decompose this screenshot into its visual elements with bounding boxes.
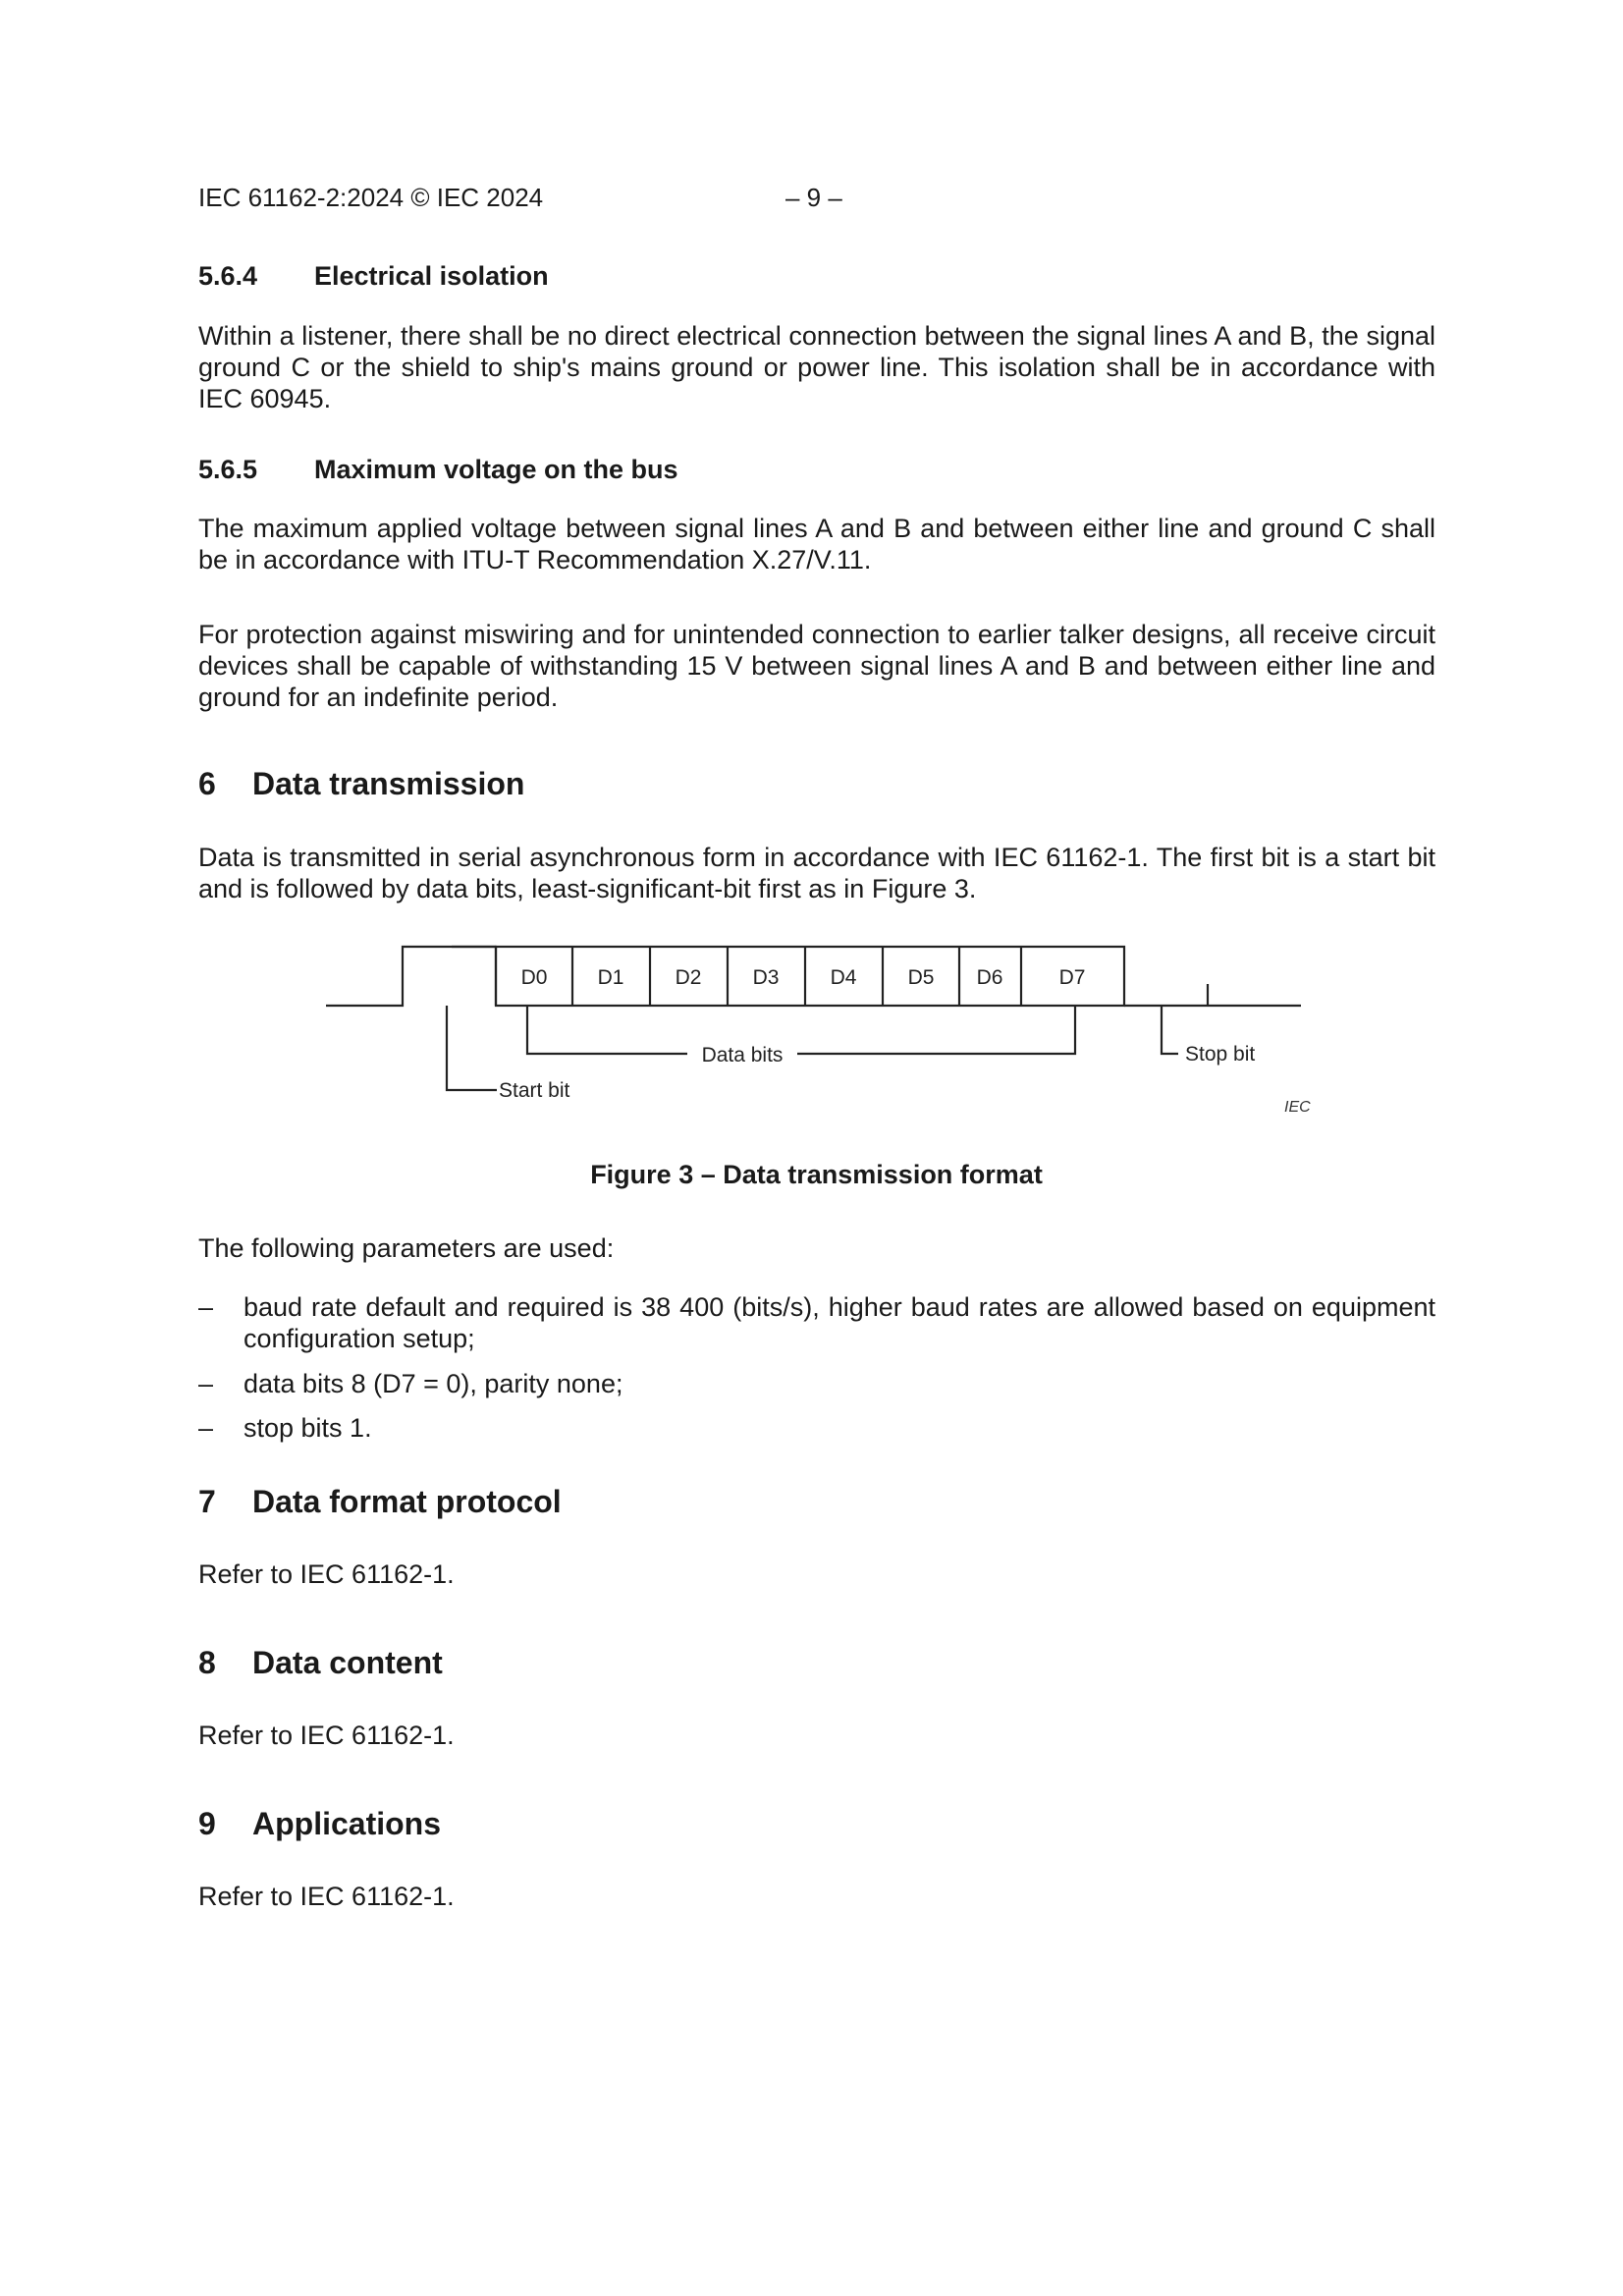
data-bits-label: Data bits (701, 1044, 784, 1066)
start-bit-level (452, 947, 496, 1006)
heading-number: 5.6.4 (198, 261, 258, 291)
paragraph-data-content: Refer to IEC 61162-1. (198, 1721, 455, 1750)
bit-label-d1: D1 (597, 966, 624, 989)
start-bit-label: Start bit (499, 1079, 570, 1102)
heading-number: 6 (198, 766, 216, 801)
running-header: IEC 61162-2:2024 © IEC 2024 (198, 183, 544, 212)
list-dash: – (198, 1292, 214, 1322)
list-item (198, 1412, 1435, 1444)
bit-label-d3: D3 (752, 966, 780, 989)
heading-number: 8 (198, 1645, 216, 1680)
heading-title: Data transmission (252, 766, 525, 801)
bit-label-d6: D6 (976, 966, 1003, 989)
data-bits-bracket-right (797, 1006, 1075, 1054)
bit-label-d2: D2 (675, 966, 702, 989)
bit-box-row (496, 947, 1124, 1006)
heading-title: Maximum voltage on the bus (314, 455, 678, 484)
list-item (198, 1368, 1435, 1399)
paragraph-max-voltage-2: For protection against miswiring and for unintended connection to earlier talker designs, all receive circuit devices shall be capable of withstanding 15 V between signal lines A and B and between either line and ground for an indefinite period. (198, 620, 1435, 712)
heading-number: 9 (198, 1806, 216, 1841)
heading-8 (198, 1645, 443, 1681)
data-bits-bracket-left (527, 1006, 687, 1054)
heading-title: Electrical isolation (314, 261, 549, 291)
list-item-text: stop bits 1. (243, 1413, 372, 1443)
waveform-line (326, 947, 496, 1006)
bit-label-d0: D0 (520, 966, 548, 989)
heading-title: Data content (252, 1645, 443, 1680)
bit-label-d7: D7 (1058, 966, 1086, 989)
stop-bit-label: Stop bit (1185, 1043, 1256, 1066)
iec-mark: IEC (1284, 1099, 1311, 1116)
bit-label-d5: D5 (907, 966, 935, 989)
paragraph-data-transmission: Data is transmitted in serial asynchronous form in accordance with IEC 61162-1. The first bit is a start bit and is followed by data bits, least-significant-bit first as in Figure 3. (198, 843, 1435, 903)
paragraph-max-voltage-1: The maximum applied voltage between signal lines A and B and between either line and ground C shall be in accordance with ITU-T Recommendation X.27/V.11. (198, 514, 1435, 574)
list-item (198, 1291, 1435, 1354)
bit-label-d4: D4 (830, 966, 857, 989)
heading-title: Data format protocol (252, 1484, 562, 1519)
data-transmission-diagram (0, 0, 1623, 1139)
start-bit-bracket (447, 1006, 497, 1090)
heading-title: Applications (252, 1806, 442, 1841)
stop-bit-bracket (1162, 1006, 1178, 1054)
list-dash: – (198, 1369, 214, 1398)
paragraph-applications: Refer to IEC 61162-1. (198, 1882, 455, 1911)
heading-7 (198, 1484, 562, 1520)
list-item-text: baud rate default and required is 38 400 (bits/s), higher baud rates are allowed based on equipment configuration setup; (243, 1292, 1435, 1353)
figure-caption: Figure 3 – Data transmission format (590, 1160, 1043, 1189)
heading-9 (198, 1806, 441, 1842)
paragraph-electrical-isolation: Within a listener, there shall be no direct electrical connection between the signal lines A and B, the signal ground C or the shield to ship's mains ground or power line. This isolation shall be in accordance with IEC 60945. (198, 321, 1435, 413)
parameters-intro: The following parameters are used: (198, 1233, 615, 1263)
page-number: – 9 – (785, 183, 842, 212)
heading-number: 5.6.5 (198, 455, 258, 484)
list-dash: – (198, 1413, 214, 1443)
heading-number: 7 (198, 1484, 216, 1519)
paragraph-data-format: Refer to IEC 61162-1. (198, 1559, 455, 1589)
list-item-text: data bits 8 (D7 = 0), parity none; (243, 1369, 623, 1398)
